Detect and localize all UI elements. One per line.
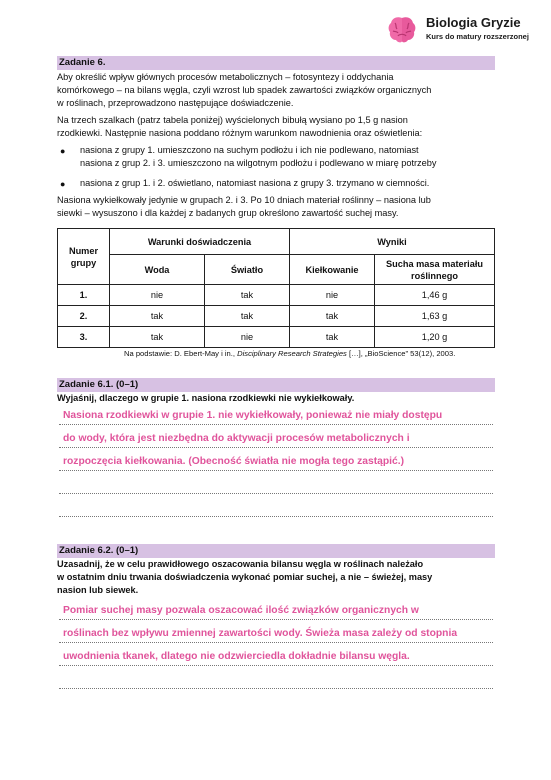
- source-citation: Na podstawie: D. Ebert-May i in., Disciplinary Research Strategies […], „BioScience” 53(12), 2003.: [124, 349, 456, 358]
- bullet-text: nasiona z grupy 1. umieszczono na suchym podłożu i ich nie podlewano, natomiast: [80, 145, 419, 155]
- mass-cell: 1,63 g: [375, 306, 495, 327]
- germination-cell: nie: [290, 285, 375, 306]
- setup-line: Na trzech szalkach (patrz tabela poniżej) wyścielonych bibułą wysiano po 1,5 g nasion: [57, 115, 408, 125]
- bullet-icon: ●: [60, 179, 66, 189]
- group-header: Numer grupy: [58, 229, 110, 285]
- q2-question: w ostatnim dniu trwania doświadczenia wykonać pomiar suchej, a nie – świeżej, masy: [57, 572, 433, 582]
- intro-line: Aby określić wpływ głównych procesów metabolicznych – fotosyntezy i oddychania: [57, 72, 394, 82]
- dry-mass-header: Sucha masa materiału roślinnego: [375, 255, 495, 285]
- germination-cell: tak: [290, 306, 375, 327]
- answer-dotted-line: [59, 493, 493, 494]
- task-title: Zadanie 6.: [59, 57, 106, 68]
- water-header: Woda: [110, 255, 205, 285]
- setup-line: rzodkiewki. Następnie nasiona poddano różnym warunkom nawodnienia oraz oświetlenia:: [57, 128, 423, 138]
- q2-answer-line: roślinach bez wpływu zmiennej zawartości wody. Świeża masa zależy od stopnia: [63, 628, 458, 639]
- germination-header: Kiełkowanie: [290, 255, 375, 285]
- table-row: [58, 327, 495, 348]
- q2-answer-line: uwodnienia tkanek, dlatego nie odzwierciedla dokładnie bilansu węgla.: [63, 651, 410, 662]
- q2-answer-line: Pomiar suchej masy pozwala oszacować ilość związków organicznych w: [63, 605, 419, 616]
- group-number: 3.: [58, 327, 110, 348]
- table-row: [58, 285, 495, 306]
- answer-dotted-line: [59, 424, 493, 425]
- intro-line: w roślinach, przeprowadzono następujące doświadczenie.: [57, 98, 294, 108]
- q1-question: Wyjaśnij, dlaczego w grupie 1. nasiona rzodkiewki nie wykiełkowały.: [57, 393, 355, 403]
- answer-dotted-line: [59, 642, 493, 643]
- result-line: siewki – wysuszono i dla każdej z badanych grup określono zawartość suchej masy.: [57, 208, 399, 218]
- intro-line: komórkowego – na bilans węgla, czyli wzrost lub spadek zawartości związków organicznych: [57, 85, 432, 95]
- conditions-header: Warunki doświadczenia: [110, 229, 290, 255]
- experiment-table: [57, 228, 495, 348]
- result-line: Nasiona wykiełkowały jedynie w grupach 2. i 3. Po 10 dniach materiał roślinny – nasiona lub: [57, 195, 431, 205]
- answer-dotted-line: [59, 470, 493, 471]
- q2-question: nasion lub siewek.: [57, 585, 139, 595]
- q2-title: Zadanie 6.2. (0–1): [59, 545, 139, 556]
- q1-answer-line: do wody, która jest niezbędna do aktywacji procesów metabolicznych i: [63, 433, 410, 444]
- mass-cell: 1,20 g: [375, 327, 495, 348]
- answer-dotted-line: [59, 688, 493, 689]
- light-cell: tak: [205, 285, 290, 306]
- water-cell: nie: [110, 285, 205, 306]
- answer-dotted-line: [59, 665, 493, 666]
- mass-cell: 1,46 g: [375, 285, 495, 306]
- q1-answer-line: rozpoczęcia kiełkowania. (Obecność światła nie mogła tego zastąpić.): [63, 456, 405, 467]
- answer-dotted-line: [59, 516, 493, 517]
- light-cell: tak: [205, 306, 290, 327]
- answer-dotted-line: [59, 619, 493, 620]
- bullet-text: nasiona z grup 1. i 2. oświetlano, natomiast nasiona z grupy 3. trzymano w ciemności.: [80, 178, 430, 188]
- bullet-text: nasiona z grup 2. i 3. umieszczono na wilgotnym podłożu i podlewano w miarę potrzeby: [80, 158, 437, 168]
- group-number: 1.: [58, 285, 110, 306]
- light-header: Światło: [205, 255, 290, 285]
- table-row: [58, 306, 495, 327]
- q1-title: Zadanie 6.1. (0–1): [59, 379, 139, 390]
- q1-answer-line: Nasiona rzodkiewki w grupie 1. nie wykiełkowały, ponieważ nie miały dostępu: [63, 410, 443, 421]
- brain-icon: [386, 14, 418, 46]
- brand-subtitle: Kurs do matury rozszerzonej: [426, 32, 529, 41]
- light-cell: nie: [205, 327, 290, 348]
- brand-title: Biologia Gryzie: [426, 15, 521, 30]
- germination-cell: tak: [290, 327, 375, 348]
- q2-question: Uzasadnij, że w celu prawidłowego oszacowania bilansu węgla w roślinach należało: [57, 559, 424, 569]
- water-cell: tak: [110, 306, 205, 327]
- water-cell: tak: [110, 327, 205, 348]
- brand-header: [386, 14, 546, 46]
- results-header: Wyniki: [290, 229, 495, 255]
- answer-dotted-line: [59, 447, 493, 448]
- bullet-icon: ●: [60, 146, 66, 156]
- task-title-bar: [57, 56, 495, 70]
- group-number: 2.: [58, 306, 110, 327]
